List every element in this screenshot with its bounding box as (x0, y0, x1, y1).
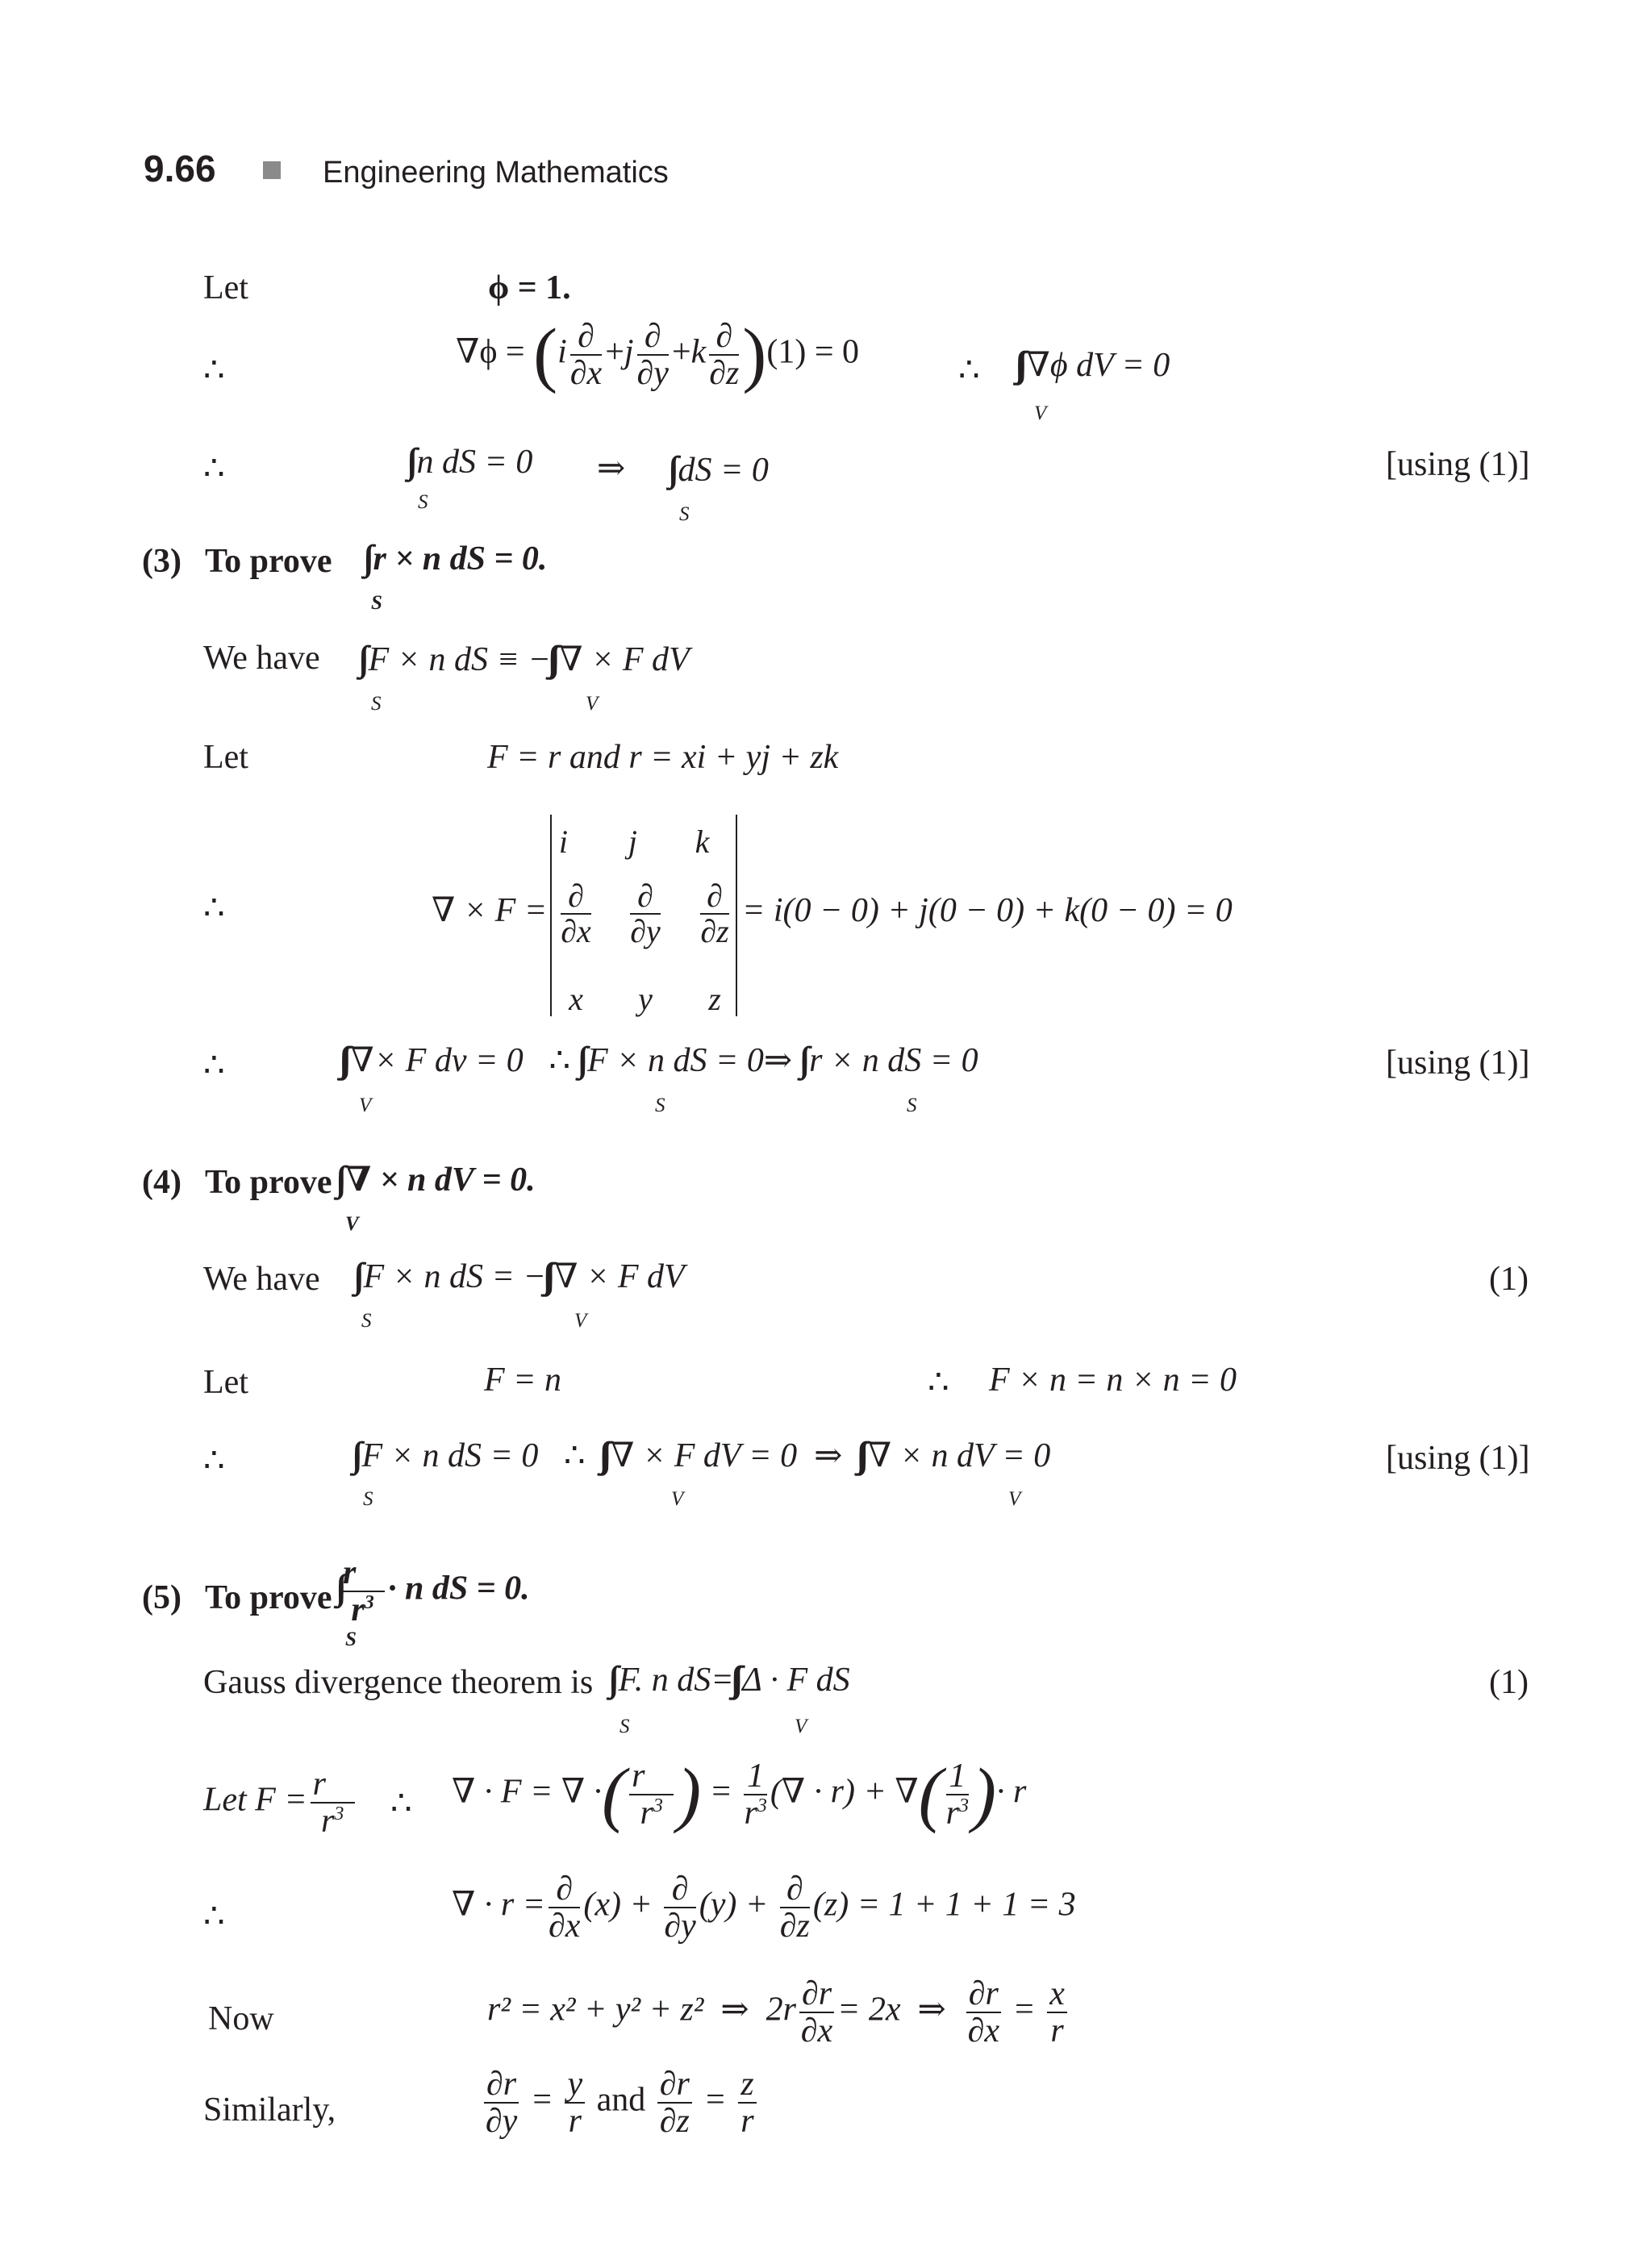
part3-stokes-identity: F × n dS ≡ − ∇ × F dV (368, 641, 690, 678)
part3-let-expression: F = r and r = xi + yj + zk (487, 739, 839, 776)
similar-derivatives: $\frac{\partial r}{\partial y}$ = $\frac{y}{r}$ and $\frac{\partial r}{\partial z}$ = $\frac{z}{r}$ (481, 2066, 760, 2139)
limit-S-5: S (655, 1095, 665, 1116)
r-squared-derivation: r² = x² + y² + z² ⇒ 2r $\frac{\partial r}{\partial x}$ = 2x ⇒ $\frac{\partial r}{\partial x}$ = $\frac{x}{r}$ (487, 1976, 1070, 2049)
therefore-symbol-6: ∴ (928, 1364, 949, 1401)
limit-V-7: V (1008, 1488, 1021, 1510)
curl-rhs: = i(0 − 0) + j(0 − 0) + k(0 − 0) = 0 (742, 892, 1233, 929)
limit-V-5: V (574, 1310, 587, 1332)
part3-label: (3) (142, 543, 181, 580)
det-d-dx: ∂ ∂x (561, 878, 591, 949)
part5-prove-expression: $\frac{r⃗}{r^3}$ · n dS = 0. (337, 1555, 530, 1628)
using-1-ref-2: [using (1)] (1386, 1045, 1530, 1082)
limit-S-4: S (371, 693, 382, 715)
let-label-3: Let (203, 1364, 248, 1401)
we-have-label: We have (203, 640, 320, 677)
right-paren: ) (742, 315, 767, 395)
limit-S-6: S (907, 1095, 917, 1116)
limit-S-9: S (345, 1628, 357, 1650)
det-i: i⃗ (558, 824, 594, 860)
similarly-label: Similarly, (203, 2091, 336, 2129)
det-k: k⃗ (695, 824, 735, 860)
part3-prove-expression: r × n dS = 0. (373, 540, 548, 578)
part4-to-prove: To prove (205, 1164, 332, 1201)
det-z: z (708, 981, 721, 1017)
part4-let-expression: F = n (484, 1362, 561, 1399)
grad-phi-lhs: ∇ϕ = (456, 333, 525, 371)
limit-S-2: S (679, 503, 690, 525)
therefore-symbol-7: ∴ (203, 1442, 225, 1479)
det-d-dy: ∂ ∂y (630, 878, 661, 949)
equation-number-1-2: (1) (1489, 1664, 1529, 1701)
surface-integral-dS: dS = 0 (678, 452, 769, 489)
therefore-symbol-8: ∴ (390, 1785, 412, 1822)
now-label: Now (208, 2000, 274, 2037)
d-dx-fraction: ∂ ∂x (569, 318, 603, 393)
using-1-ref-3: [using (1)] (1386, 1440, 1530, 1477)
limit-S-7: S (361, 1310, 372, 1332)
i-term: i (557, 333, 567, 371)
part5-label: (5) (142, 1579, 181, 1616)
curl-lhs: ∇ × F = (432, 892, 548, 929)
limit-S-3: S (371, 592, 382, 614)
implies-arrow: ⇒ (597, 450, 626, 487)
surface-integral-n: n dS = 0 (416, 444, 533, 481)
det-d-dz: ∂ ∂z (700, 878, 729, 949)
limit-V-2: V (586, 693, 599, 715)
page-number: 9.66 (144, 148, 216, 190)
part3-final-line: ∇× F dv = 0 ∴ F × n dS = 0⇒ r × n dS = 0 (350, 1042, 978, 1079)
therefore-symbol-3: ∴ (203, 450, 225, 487)
det-x: x (569, 981, 583, 1017)
left-paren: ( (533, 315, 558, 395)
therefore-symbol-2: ∴ (958, 352, 980, 389)
grad-phi-tail: (1) = 0 (766, 333, 860, 371)
r-over-r3-fraction: $\frac{r⃗}{r^3}$ (340, 1555, 385, 1628)
volume-integral-grad: ∇ϕ dV = 0 (1026, 347, 1170, 384)
using-1-ref: [using (1)] (1386, 446, 1530, 483)
limit-S-8: S (363, 1488, 373, 1510)
part5-to-prove: To prove (205, 1579, 332, 1616)
d-dy-fraction: ∂ ∂y (636, 318, 669, 393)
equation-number-1: (1) (1489, 1261, 1529, 1298)
limit-V-3: V (359, 1095, 372, 1116)
divergence-expansion: ∇ · F = ∇ ·( $\frac{r⃗}{r^3}$ ) = $\frac{1}{r^3}$ (∇ · r) + ∇( $\frac{1}{r^3}$ )· r (452, 1754, 1027, 1835)
part4-prove-expression: ∇ × n dV = 0. (345, 1161, 536, 1199)
div-r-equation: ∇ · r = ∂ ∂x (x) + ∂ ∂y (y) + ∂ ∂z (z) = 1 + 1 + 1 = 3 (452, 1870, 1076, 1945)
part4-stokes-identity: F × n dS = − ∇ × F dV (363, 1258, 685, 1295)
book-title: Engineering Mathematics (323, 156, 669, 190)
we-have-label-2: We have (203, 1261, 320, 1298)
let-F-definition: Let F = $\frac{r⃗}{r^3}$ (203, 1766, 358, 1839)
therefore-symbol-5: ∴ (203, 1047, 225, 1084)
gradient-phi-equation: ∇ϕ = (i ∂ ∂x +j ∂ ∂y +k ∂ ∂z )(1) = 0 (456, 315, 860, 395)
header-square-icon (263, 161, 281, 179)
therefore-symbol-9: ∴ (203, 1898, 225, 1935)
limit-V-4: V (345, 1213, 359, 1235)
part4-let-right: F × n = n × n = 0 (989, 1362, 1237, 1399)
therefore-symbol: ∴ (203, 352, 225, 389)
phi-equation: ϕ = 1. (488, 269, 571, 306)
d-dz-fraction: ∂ ∂z (709, 318, 740, 393)
gauss-theorem-label: Gauss divergence theorem is (203, 1664, 594, 1701)
limit-S-10: S (620, 1716, 630, 1737)
part4-final-line: F × n dS = 0 ∴ ∇ × F dV = 0 ⇒ ∇ × n dV = 0 (361, 1437, 1051, 1474)
limit-V-6: V (671, 1488, 684, 1510)
therefore-symbol-4: ∴ (203, 890, 225, 927)
det-j: j⃗ (628, 824, 663, 860)
let-label: Let (203, 269, 248, 306)
limit-V-8: V (795, 1716, 807, 1737)
gauss-theorem-formula: F. n dS= Δ · F dS (618, 1662, 850, 1699)
let-label-2: Let (203, 739, 248, 776)
part4-label: (4) (142, 1164, 181, 1201)
limit-V: V (1034, 402, 1047, 424)
part3-to-prove: To prove (205, 543, 332, 580)
det-y: y (638, 981, 653, 1017)
limit-S: S (418, 491, 428, 513)
